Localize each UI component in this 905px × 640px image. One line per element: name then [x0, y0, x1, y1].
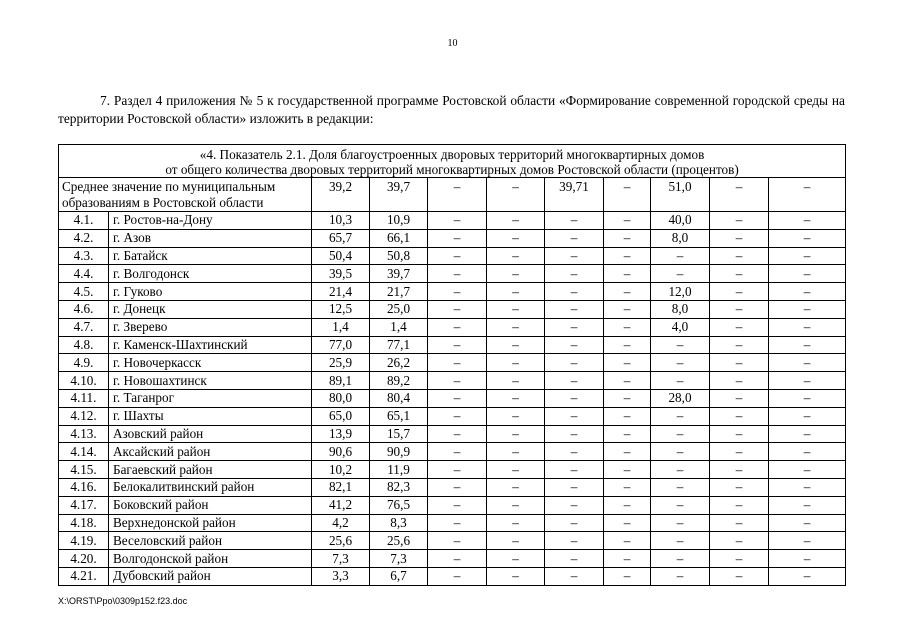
- row-value: –: [545, 443, 604, 461]
- row-municipality-name: г. Зверево: [109, 318, 312, 336]
- row-municipality-name: Дубовский район: [109, 567, 312, 585]
- row-value: –: [769, 247, 846, 265]
- row-municipality-name: г. Новочеркасск: [109, 354, 312, 372]
- row-value: –: [651, 532, 710, 550]
- row-value: –: [604, 372, 651, 390]
- row-value: –: [487, 407, 545, 425]
- table-title-row: [59, 145, 846, 178]
- row-value: –: [428, 425, 487, 443]
- row-code: 4.16.: [59, 478, 109, 496]
- table-row: [59, 567, 846, 585]
- row-value: –: [487, 443, 545, 461]
- row-value: 7,3: [370, 550, 428, 568]
- row-value: –: [487, 318, 545, 336]
- row-value: –: [545, 514, 604, 532]
- row-value: –: [710, 212, 769, 230]
- table-row: [59, 407, 846, 425]
- table-row: [59, 425, 846, 443]
- row-value: –: [604, 461, 651, 479]
- row-value: –: [651, 425, 710, 443]
- row-code: 4.9.: [59, 354, 109, 372]
- row-value: –: [710, 461, 769, 479]
- row-value: 8,3: [370, 514, 428, 532]
- row-value: –: [545, 407, 604, 425]
- row-value: –: [428, 567, 487, 585]
- row-code: 4.8.: [59, 336, 109, 354]
- summary-value: 51,0: [651, 178, 710, 212]
- row-code: 4.2.: [59, 229, 109, 247]
- row-value: –: [545, 496, 604, 514]
- row-value: 77,1: [370, 336, 428, 354]
- row-value: –: [604, 389, 651, 407]
- row-code: 4.4.: [59, 265, 109, 283]
- summary-value: 39,71: [545, 178, 604, 212]
- row-value: –: [710, 247, 769, 265]
- row-value: –: [710, 300, 769, 318]
- row-value: 89,2: [370, 372, 428, 390]
- row-value: –: [604, 478, 651, 496]
- row-value: 25,9: [312, 354, 370, 372]
- table-row: [59, 461, 846, 479]
- row-value: –: [710, 389, 769, 407]
- row-value: 4,2: [312, 514, 370, 532]
- row-value: –: [487, 496, 545, 514]
- row-value: 65,1: [370, 407, 428, 425]
- row-value: –: [428, 336, 487, 354]
- row-value: –: [769, 372, 846, 390]
- row-value: –: [487, 425, 545, 443]
- row-code: 4.13.: [59, 425, 109, 443]
- row-value: –: [428, 265, 487, 283]
- row-municipality-name: г. Ростов-на-Дону: [109, 212, 312, 230]
- row-value: 25,6: [312, 532, 370, 550]
- row-value: –: [651, 478, 710, 496]
- row-value: –: [769, 300, 846, 318]
- row-value: –: [428, 443, 487, 461]
- row-value: –: [545, 212, 604, 230]
- row-municipality-name: Багаевский район: [109, 461, 312, 479]
- row-value: 50,4: [312, 247, 370, 265]
- row-value: –: [769, 496, 846, 514]
- table-row: [59, 354, 846, 372]
- row-value: 40,0: [651, 212, 710, 230]
- row-value: –: [604, 532, 651, 550]
- row-value: –: [487, 300, 545, 318]
- row-value: –: [710, 567, 769, 585]
- row-municipality-name: Азовский район: [109, 425, 312, 443]
- table-row: [59, 336, 846, 354]
- row-value: –: [428, 318, 487, 336]
- row-municipality-name: Боковский район: [109, 496, 312, 514]
- row-value: –: [604, 212, 651, 230]
- table-row: [59, 247, 846, 265]
- row-value: –: [604, 300, 651, 318]
- row-value: –: [428, 247, 487, 265]
- row-value: –: [545, 550, 604, 568]
- table-title-line-1: «4. Показатель 2.1. Доля благоустроенных дворовых территорий многоквартирных домов: [199, 147, 705, 162]
- row-value: –: [710, 318, 769, 336]
- intro-paragraph: 7. Раздел 4 приложения № 5 к государственной программе Ростовской области «Формирование современной городской среды на территории Ростовской области» изложить в редакции:: [58, 93, 845, 126]
- row-value: –: [428, 514, 487, 532]
- row-municipality-name: г. Донецк: [109, 300, 312, 318]
- row-value: –: [769, 550, 846, 568]
- row-value: 89,1: [312, 372, 370, 390]
- row-value: –: [428, 478, 487, 496]
- row-value: –: [604, 567, 651, 585]
- row-value: –: [604, 229, 651, 247]
- row-code: 4.11.: [59, 389, 109, 407]
- row-value: –: [545, 478, 604, 496]
- page-number: 10: [447, 38, 458, 49]
- row-value: 26,2: [370, 354, 428, 372]
- row-value: –: [428, 372, 487, 390]
- table-row: [59, 229, 846, 247]
- row-value: –: [487, 461, 545, 479]
- row-value: 7,3: [312, 550, 370, 568]
- row-municipality-name: г. Таганрог: [109, 389, 312, 407]
- row-value: –: [651, 496, 710, 514]
- row-value: –: [769, 265, 846, 283]
- summary-value: 39,7: [370, 178, 428, 212]
- row-value: –: [710, 496, 769, 514]
- table-row: [59, 300, 846, 318]
- row-value: –: [769, 407, 846, 425]
- table-row: [59, 265, 846, 283]
- row-value: –: [604, 247, 651, 265]
- row-value: –: [545, 229, 604, 247]
- summary-value: –: [487, 178, 545, 212]
- row-code: 4.20.: [59, 550, 109, 568]
- row-value: 1,4: [312, 318, 370, 336]
- row-value: –: [710, 372, 769, 390]
- row-value: –: [487, 514, 545, 532]
- row-value: 10,9: [370, 212, 428, 230]
- row-value: –: [604, 496, 651, 514]
- row-value: 21,4: [312, 283, 370, 301]
- row-value: –: [651, 550, 710, 568]
- row-value: 1,4: [370, 318, 428, 336]
- row-value: –: [769, 283, 846, 301]
- row-value: 10,3: [312, 212, 370, 230]
- row-value: –: [428, 283, 487, 301]
- row-value: –: [604, 407, 651, 425]
- row-value: –: [428, 496, 487, 514]
- row-municipality-name: г. Батайск: [109, 247, 312, 265]
- row-value: –: [769, 567, 846, 585]
- row-value: –: [651, 407, 710, 425]
- row-value: 66,1: [370, 229, 428, 247]
- row-value: –: [651, 514, 710, 532]
- row-value: 12,0: [651, 283, 710, 301]
- row-value: –: [604, 443, 651, 461]
- summary-value: –: [769, 178, 846, 212]
- row-value: –: [545, 265, 604, 283]
- row-value: –: [651, 567, 710, 585]
- row-code: 4.10.: [59, 372, 109, 390]
- row-value: 39,5: [312, 265, 370, 283]
- row-code: 4.18.: [59, 514, 109, 532]
- table-row: [59, 532, 846, 550]
- row-value: –: [710, 407, 769, 425]
- table-row: [59, 550, 846, 568]
- row-municipality-name: г. Каменск-Шахтинский: [109, 336, 312, 354]
- table-row: [59, 478, 846, 496]
- summary-value: –: [710, 178, 769, 212]
- row-value: –: [604, 265, 651, 283]
- row-value: –: [651, 247, 710, 265]
- row-code: 4.14.: [59, 443, 109, 461]
- summary-label: Среднее значение по муниципальным образованиям в Ростовской области: [59, 178, 312, 212]
- row-value: 12,5: [312, 300, 370, 318]
- row-value: –: [428, 461, 487, 479]
- row-value: –: [769, 461, 846, 479]
- row-value: –: [604, 550, 651, 568]
- row-value: –: [428, 389, 487, 407]
- row-value: 15,7: [370, 425, 428, 443]
- row-code: 4.5.: [59, 283, 109, 301]
- row-value: –: [769, 212, 846, 230]
- row-value: 25,0: [370, 300, 428, 318]
- summary-value: –: [428, 178, 487, 212]
- row-value: –: [769, 336, 846, 354]
- row-value: –: [769, 425, 846, 443]
- row-value: 39,7: [370, 265, 428, 283]
- row-value: –: [487, 247, 545, 265]
- row-value: –: [487, 372, 545, 390]
- row-value: 8,0: [651, 229, 710, 247]
- row-municipality-name: г. Азов: [109, 229, 312, 247]
- row-value: –: [487, 354, 545, 372]
- row-value: –: [428, 532, 487, 550]
- row-value: 21,7: [370, 283, 428, 301]
- row-value: –: [710, 354, 769, 372]
- row-value: 10,2: [312, 461, 370, 479]
- row-value: 6,7: [370, 567, 428, 585]
- row-value: –: [604, 283, 651, 301]
- row-value: 3,3: [312, 567, 370, 585]
- indicator-table: [58, 144, 846, 586]
- row-value: 82,1: [312, 478, 370, 496]
- row-value: –: [428, 550, 487, 568]
- row-value: 82,3: [370, 478, 428, 496]
- row-value: –: [428, 354, 487, 372]
- row-value: –: [545, 336, 604, 354]
- table-row: [59, 283, 846, 301]
- row-value: 11,9: [370, 461, 428, 479]
- row-value: 25,6: [370, 532, 428, 550]
- row-code: 4.15.: [59, 461, 109, 479]
- table-row: [59, 443, 846, 461]
- row-municipality-name: Веселовский район: [109, 532, 312, 550]
- row-value: –: [487, 229, 545, 247]
- row-value: –: [769, 354, 846, 372]
- row-value: –: [769, 229, 846, 247]
- summary-value: –: [604, 178, 651, 212]
- row-municipality-name: г. Гуково: [109, 283, 312, 301]
- row-value: –: [769, 389, 846, 407]
- row-code: 4.1.: [59, 212, 109, 230]
- row-value: –: [428, 407, 487, 425]
- row-value: –: [545, 247, 604, 265]
- table-row: [59, 372, 846, 390]
- summary-value: 39,2: [312, 178, 370, 212]
- indicator-table-container: [58, 144, 845, 586]
- row-code: 4.17.: [59, 496, 109, 514]
- row-municipality-name: г. Волгодонск: [109, 265, 312, 283]
- row-value: 28,0: [651, 389, 710, 407]
- summary-row: [59, 178, 846, 212]
- row-value: 65,0: [312, 407, 370, 425]
- row-value: –: [545, 567, 604, 585]
- row-value: –: [487, 212, 545, 230]
- row-value: 65,7: [312, 229, 370, 247]
- row-municipality-name: Аксайский район: [109, 443, 312, 461]
- row-value: –: [710, 229, 769, 247]
- row-value: –: [545, 389, 604, 407]
- row-municipality-name: Верхнедонской район: [109, 514, 312, 532]
- row-value: –: [651, 443, 710, 461]
- row-value: –: [604, 514, 651, 532]
- row-value: –: [769, 443, 846, 461]
- table-row: [59, 212, 846, 230]
- row-value: –: [545, 354, 604, 372]
- row-municipality-name: Белокалитвинский район: [109, 478, 312, 496]
- row-value: –: [769, 318, 846, 336]
- row-value: –: [710, 550, 769, 568]
- row-value: –: [487, 532, 545, 550]
- row-value: –: [710, 336, 769, 354]
- row-value: 76,5: [370, 496, 428, 514]
- row-value: –: [651, 265, 710, 283]
- row-value: –: [428, 229, 487, 247]
- row-code: 4.3.: [59, 247, 109, 265]
- row-value: –: [710, 532, 769, 550]
- row-value: 4,0: [651, 318, 710, 336]
- row-value: –: [710, 514, 769, 532]
- row-value: –: [651, 336, 710, 354]
- row-value: –: [651, 461, 710, 479]
- row-value: 80,0: [312, 389, 370, 407]
- row-value: 77,0: [312, 336, 370, 354]
- row-value: 90,9: [370, 443, 428, 461]
- row-value: –: [710, 425, 769, 443]
- table-title: [59, 145, 846, 178]
- table-row: [59, 514, 846, 532]
- row-value: –: [545, 318, 604, 336]
- row-value: 90,6: [312, 443, 370, 461]
- row-value: –: [769, 514, 846, 532]
- row-code: 4.21.: [59, 567, 109, 585]
- row-value: –: [487, 336, 545, 354]
- file-path-footer: X:\ORST\Ppo\0309p152.f23.doc: [58, 596, 188, 606]
- row-value: –: [769, 532, 846, 550]
- table-row: [59, 389, 846, 407]
- row-code: 4.6.: [59, 300, 109, 318]
- row-value: –: [428, 300, 487, 318]
- table-row: [59, 318, 846, 336]
- table-row: [59, 496, 846, 514]
- row-value: 13,9: [312, 425, 370, 443]
- row-value: –: [487, 478, 545, 496]
- row-value: –: [545, 461, 604, 479]
- row-value: 50,8: [370, 247, 428, 265]
- row-value: –: [487, 283, 545, 301]
- row-municipality-name: г. Шахты: [109, 407, 312, 425]
- row-municipality-name: Волгодонской район: [109, 550, 312, 568]
- row-municipality-name: г. Новошахтинск: [109, 372, 312, 390]
- row-value: –: [487, 265, 545, 283]
- row-value: –: [545, 532, 604, 550]
- row-value: –: [604, 318, 651, 336]
- row-value: –: [651, 354, 710, 372]
- row-value: –: [604, 425, 651, 443]
- row-value: –: [651, 372, 710, 390]
- row-value: 41,2: [312, 496, 370, 514]
- row-code: 4.19.: [59, 532, 109, 550]
- row-value: 8,0: [651, 300, 710, 318]
- row-value: –: [710, 478, 769, 496]
- row-code: 4.12.: [59, 407, 109, 425]
- row-value: –: [545, 300, 604, 318]
- row-value: –: [487, 567, 545, 585]
- row-value: –: [487, 389, 545, 407]
- row-value: –: [545, 372, 604, 390]
- row-value: –: [710, 283, 769, 301]
- row-value: –: [604, 354, 651, 372]
- row-value: –: [545, 283, 604, 301]
- row-value: –: [545, 425, 604, 443]
- row-value: –: [487, 550, 545, 568]
- row-value: –: [604, 336, 651, 354]
- row-value: –: [710, 443, 769, 461]
- row-value: –: [428, 212, 487, 230]
- row-value: –: [769, 478, 846, 496]
- row-code: 4.7.: [59, 318, 109, 336]
- row-value: 80,4: [370, 389, 428, 407]
- row-value: –: [710, 265, 769, 283]
- table-title-line-2: от общего количества дворовых территорий многоквартирных домов Ростовской области (процентов): [165, 162, 739, 177]
